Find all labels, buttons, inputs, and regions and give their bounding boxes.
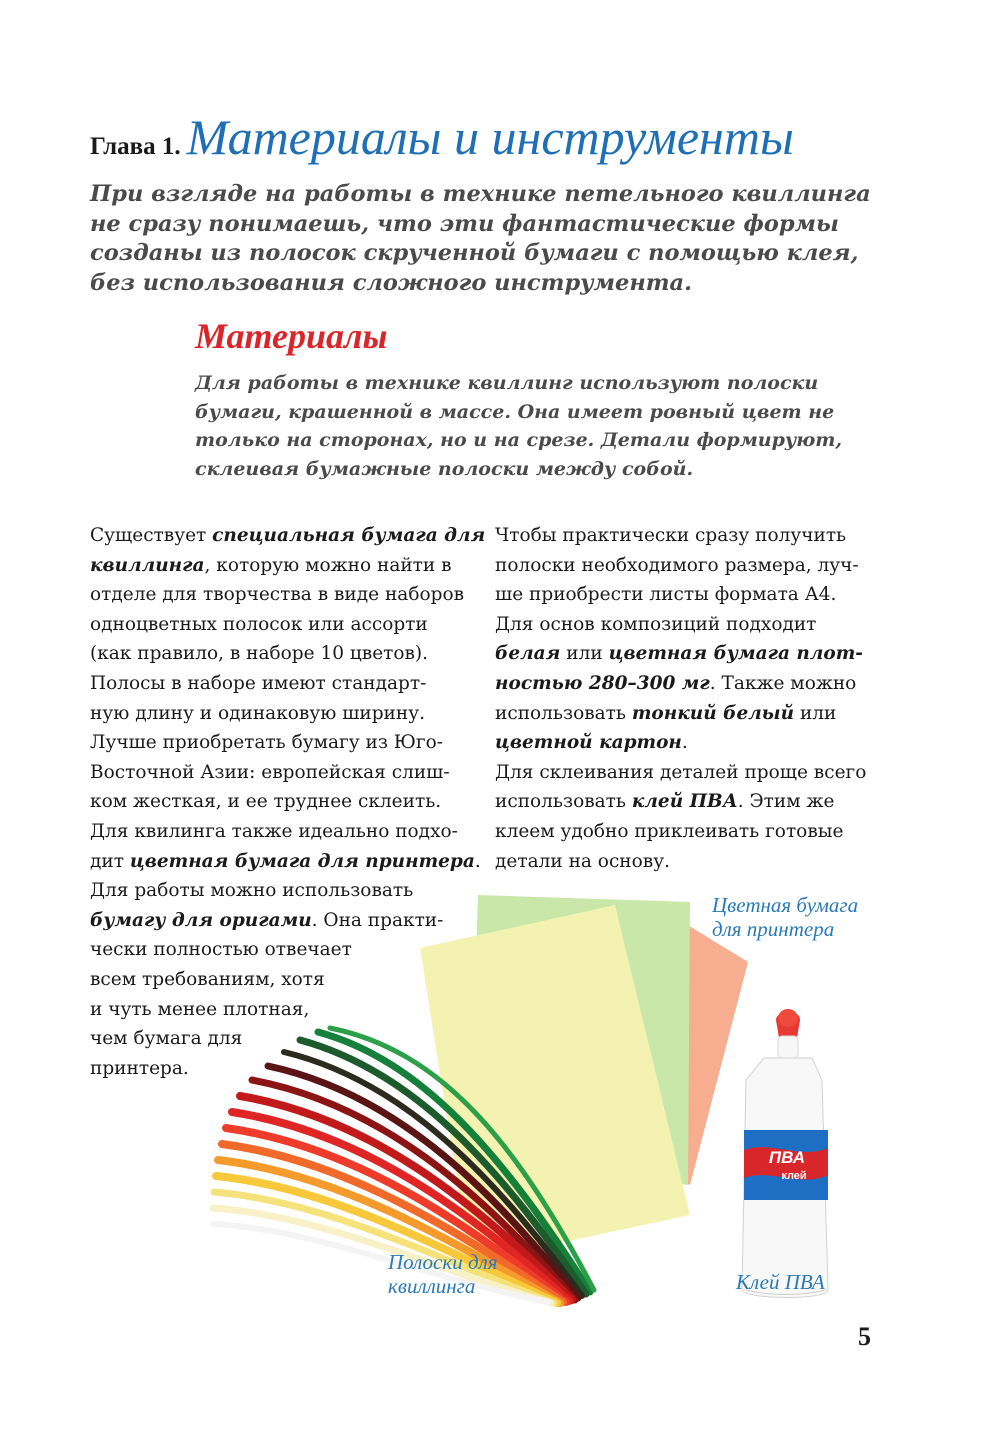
emphasized-term: белая xyxy=(495,643,561,665)
text-run: . Этим же xyxy=(737,791,835,813)
right-text-column xyxy=(495,521,866,876)
emphasized-term: ностью 280–300 мг xyxy=(495,672,710,694)
caption-line: для принтера xyxy=(712,917,835,941)
text-run: клеем удобно приклеивать готовые xyxy=(495,820,844,842)
text-run: Для склеивания деталей проще всего xyxy=(495,761,867,783)
body-text-line xyxy=(495,758,866,788)
glue-label-brand: ПВА xyxy=(768,1148,806,1167)
emphasized-term: клей ПВА xyxy=(631,791,738,813)
body-text-line xyxy=(90,521,485,551)
text-run: или xyxy=(560,643,609,665)
intro-paragraph xyxy=(90,180,871,298)
emphasized-term: квиллинга xyxy=(90,554,205,576)
body-text-line xyxy=(90,728,485,758)
text-run: отделе для творчества в виде наборов xyxy=(90,584,465,606)
intro-line: созданы из полосок скрученной бумаги с помощью клея, xyxy=(90,240,859,266)
intro-line: не сразу понимаешь, что эти фантастические формы xyxy=(90,210,839,237)
body-text-line xyxy=(495,787,866,817)
emphasized-term: цветной картон xyxy=(495,732,682,754)
body-text-line xyxy=(90,758,485,788)
text-run: Восточной Азии: европейская слиш- xyxy=(90,761,450,783)
text-run: Для квилинга также идеально подхо- xyxy=(90,820,458,842)
text-run: всем требованиям, хотя xyxy=(90,968,325,990)
text-run: Чтобы практически сразу получить xyxy=(495,525,847,546)
text-run: одноцветных полосок или ассорти xyxy=(90,613,428,635)
body-text-line xyxy=(90,1054,485,1084)
body-text-line xyxy=(495,610,866,640)
chapter-title: Материалы и инструменты xyxy=(186,109,794,165)
caption-pva-glue: Клей ПВА xyxy=(736,1270,825,1294)
body-text-line xyxy=(90,610,485,640)
text-run: . Она практи- xyxy=(311,909,444,931)
text-run: использовать xyxy=(495,791,632,813)
text-run: или xyxy=(794,702,837,724)
emphasized-term: тонкий белый xyxy=(631,702,795,724)
text-run: использовать xyxy=(495,702,632,724)
body-text-line xyxy=(90,847,485,877)
emphasized-term: цветная бумага для принтера xyxy=(129,850,475,872)
caption-line: квиллинга xyxy=(388,1274,476,1298)
body-text-line xyxy=(90,787,485,817)
body-text-line xyxy=(495,639,866,669)
section-line: склеивая бумажные полоски между собой. xyxy=(195,457,694,480)
intro-line: без использования сложного инструмента. xyxy=(90,269,692,296)
text-run: детали на основу. xyxy=(495,850,670,872)
text-run: . Также можно xyxy=(709,672,857,694)
text-run: Лучше приобретать бумагу из Юго- xyxy=(90,732,443,754)
section-title: Материалы xyxy=(195,316,388,356)
text-run: Для работы можно использовать xyxy=(90,880,414,902)
text-run: . xyxy=(474,850,481,872)
intro-line: При взгляде на работы в технике петельного квиллинга xyxy=(90,181,871,207)
page-number: 5 xyxy=(858,1322,871,1351)
body-text-line xyxy=(90,669,485,699)
body-text-line xyxy=(495,728,866,758)
body-text-line xyxy=(90,876,485,906)
chapter-number: Глава 1. xyxy=(90,133,181,160)
emphasized-term: специальная бумага для xyxy=(212,525,486,546)
left-text-column xyxy=(90,521,485,1083)
chapter-heading xyxy=(90,108,794,166)
text-run: принтера. xyxy=(90,1057,189,1079)
text-run: Полосы в наборе имеют стандарт- xyxy=(90,672,427,694)
text-run: ком жесткая, и ее труднее склеить. xyxy=(90,791,442,813)
body-text-line xyxy=(90,1024,485,1054)
body-text-line xyxy=(90,965,485,995)
caption-line: Полоски для xyxy=(388,1250,498,1274)
emphasized-term: бумагу для оригами xyxy=(90,909,312,931)
text-run: Существует xyxy=(90,525,213,546)
body-text-line xyxy=(495,669,866,699)
text-run: ную длину и одинаковую ширину. xyxy=(90,702,425,724)
emphasized-term: цветная бумага плот- xyxy=(608,643,863,665)
text-run: и чуть менее плотная, xyxy=(90,998,310,1020)
text-run: дит xyxy=(90,850,130,872)
body-text-line xyxy=(495,580,866,610)
text-run: Для основ композиций подходит xyxy=(495,613,817,635)
text-run: ше приобрести листы формата А4. xyxy=(495,584,837,606)
body-text-line xyxy=(90,551,485,581)
body-text-line xyxy=(90,639,485,669)
text-run: . xyxy=(681,732,688,754)
section-line: бумаги, крашенной в массе. Она имеет ровный цвет не xyxy=(195,400,835,423)
body-text-line xyxy=(495,699,866,729)
body-text-line xyxy=(90,699,485,729)
text-run: , которую можно найти в xyxy=(204,554,452,576)
body-text-line xyxy=(495,817,866,847)
caption-line: Цветная бумага xyxy=(712,893,859,917)
glue-label-word: клей xyxy=(781,1170,807,1182)
caption-printer-paper xyxy=(712,893,858,941)
text-run: (как правило, в наборе 10 цветов). xyxy=(90,643,429,665)
body-text-line xyxy=(90,995,485,1025)
caption-quilling-strips xyxy=(388,1250,498,1298)
section-lead-paragraph xyxy=(195,369,842,483)
section-line: только на сторонах, но и на срезе. Детали формируют, xyxy=(195,429,842,451)
body-text-line xyxy=(90,906,485,936)
body-text-line xyxy=(495,521,866,551)
body-text-line xyxy=(495,551,866,581)
text-run: чем бумага для xyxy=(90,1028,243,1050)
body-text-line xyxy=(90,935,485,965)
body-text-line xyxy=(495,847,866,877)
body-text-line xyxy=(90,580,485,610)
text-run: полоски необходимого размера, луч- xyxy=(495,554,859,576)
body-text-line xyxy=(90,817,485,847)
text-run: чески полностью отвечает xyxy=(90,939,352,961)
section-line: Для работы в технике квиллинг используют полоски xyxy=(195,372,819,394)
